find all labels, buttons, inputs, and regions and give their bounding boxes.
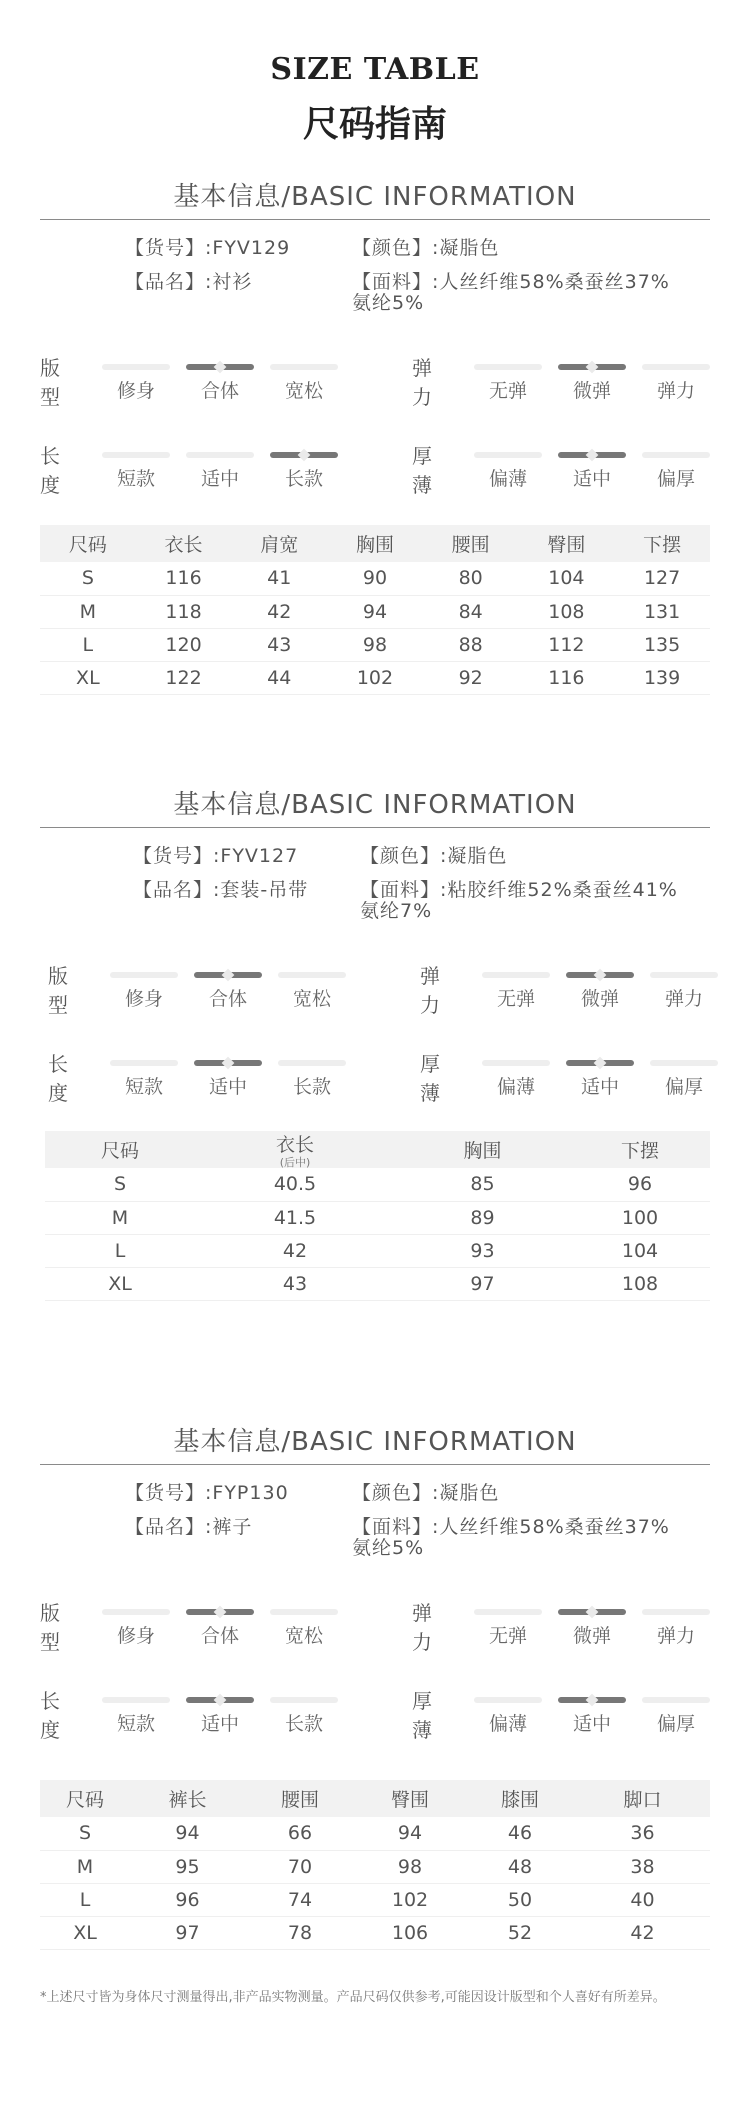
scale-option: 无弹 [488,380,527,402]
header-label: 胸围 [355,534,394,556]
page-title-zh: 尺码指南 [302,103,447,145]
scale-option: 偏薄 [488,1713,527,1735]
table-cell: 80 [423,562,519,595]
scale-track [186,452,254,458]
table-cell: 98 [355,1850,465,1883]
table-cell: 40.5 [195,1168,395,1201]
scale-option: 偏薄 [496,1076,535,1098]
scale-track [642,452,710,458]
table-cell: 116 [136,562,232,595]
scale-marker-selected [270,452,338,458]
scale-option: 偏厚 [656,468,695,490]
scale-label: 厚薄 [412,444,432,497]
scale-option: 合体 [200,380,239,402]
table-cell: 106 [355,1916,465,1949]
table-cell: 102 [355,1883,465,1916]
scale-track [102,364,170,370]
table-cell: 97 [130,1916,245,1949]
scale-option: 宽松 [284,1625,323,1647]
header-label: 脚口 [623,1789,662,1811]
table-cell: 92 [423,661,519,694]
table-cell: 42 [575,1916,710,1949]
scale-option: 短款 [116,1713,155,1735]
scale-option: 适中 [580,1076,619,1098]
section-header [40,1425,710,1465]
header-label: 尺码 [68,534,107,556]
table-cell: 46 [465,1817,575,1850]
table-header-cell [423,525,519,562]
scale-track [270,364,338,370]
scale-option: 宽松 [284,380,323,402]
header-label: 尺码 [65,1789,104,1811]
scale-track [474,1697,542,1703]
product-section-pants [0,1425,750,1985]
table-cell: 94 [355,1817,465,1850]
scale-track [482,1060,550,1066]
table-cell: 116 [519,661,615,694]
scale-label: 长度 [48,1052,68,1105]
table-cell: 100 [570,1201,710,1234]
table-header-cell [136,525,232,562]
scale-option: 偏厚 [664,1076,703,1098]
scale-label: 版型 [40,356,60,409]
scale-track [474,1609,542,1615]
scale-track [102,1609,170,1615]
scale-label: 版型 [48,964,68,1017]
table-header-cell [355,1780,465,1817]
page-title-en: SIZE TABLE [270,52,480,87]
scale-track [270,1697,338,1703]
table-header-row [45,1131,710,1168]
table-row [40,1916,710,1949]
scale-track [102,452,170,458]
table-cell: 104 [570,1234,710,1267]
item-number: 【货号】:FYP130 [125,1482,289,1504]
fabric-line-2: 氨纶7% [360,900,433,922]
table-row [40,1817,710,1850]
header-label: 臀围 [390,1789,429,1811]
scale-track [278,1060,346,1066]
table-cell: 38 [575,1850,710,1883]
header-label: 下摆 [643,534,682,556]
table-cell: 42 [195,1234,395,1267]
section-header [40,180,710,220]
table-cell: 118 [136,595,232,628]
table-header-cell [195,1131,395,1168]
table-row [45,1234,710,1267]
product-color: 【颜色】:凝脂色 [360,845,508,867]
table-header-row [40,525,710,562]
table-cell: 139 [614,661,710,694]
section-header-text: 基本信息/BASIC INFORMATION [173,182,577,212]
table-cell: L [40,1883,130,1916]
scale-option: 偏厚 [656,1713,695,1735]
scale-track [642,364,710,370]
header-label: 尺码 [100,1140,139,1162]
header-label: 腰围 [280,1789,319,1811]
section-header [40,788,710,828]
scale-marker-selected [558,364,626,370]
table-header-cell [519,525,615,562]
table-cell: 88 [423,628,519,661]
table-row [40,1850,710,1883]
size-table [45,1131,710,1301]
scale-option: 长款 [284,468,323,490]
scale-option: 修身 [124,988,163,1010]
table-header-cell [245,1780,355,1817]
scale-option: 无弹 [488,1625,527,1647]
table-row [40,661,710,694]
table-cell: 96 [130,1883,245,1916]
product-color: 【颜色】:凝脂色 [352,1482,500,1504]
size-table [40,525,710,695]
table-row [45,1267,710,1300]
section-header-text: 基本信息/BASIC INFORMATION [173,1427,577,1457]
table-row [40,562,710,595]
table-cell: 90 [327,562,423,595]
product-name: 【品名】:套装-吊带 [133,879,309,901]
fabric-line-1: 【面料】:人丝纤维58%桑蚕丝37% [352,271,670,293]
product-color: 【颜色】:凝脂色 [352,237,500,259]
scale-label: 长度 [40,1689,60,1742]
header-label: 膝围 [500,1789,539,1811]
scale-label: 厚薄 [420,1052,440,1105]
table-cell: 108 [570,1267,710,1300]
scale-option: 弹力 [656,380,695,402]
table-cell: XL [40,661,136,694]
fabric-line-1: 【面料】:人丝纤维58%桑蚕丝37% [352,1516,670,1538]
table-cell: 42 [231,595,327,628]
table-cell: XL [40,1916,130,1949]
table-cell: 44 [231,661,327,694]
table-cell: 122 [136,661,232,694]
scale-option: 合体 [208,988,247,1010]
table-cell: S [40,562,136,595]
header-label: 腰围 [451,534,490,556]
scale-marker-selected [566,972,634,978]
item-number: 【货号】:FYV127 [133,845,299,867]
footnote: *上述尺寸皆为身体尺寸测量得出,非产品实物测量。产品尺码仅供参考,可能因设计版型和个人喜好有所差异。 [40,1990,666,2005]
scale-marker-selected [194,1060,262,1066]
scale-marker-selected [566,1060,634,1066]
table-row [45,1201,710,1234]
fabric-line-2: 氨纶5% [352,292,425,314]
header-label: 下摆 [620,1140,659,1162]
table-cell: 66 [245,1817,355,1850]
scale-option: 合体 [200,1625,239,1647]
scale-marker-selected [558,1609,626,1615]
table-header-cell [395,1131,570,1168]
header-label: 衣长 [275,1133,314,1156]
table-row [40,1883,710,1916]
scale-label: 版型 [40,1601,60,1654]
scale-track [102,1697,170,1703]
scale-track [110,972,178,978]
scale-marker-selected [186,1609,254,1615]
scale-label: 长度 [40,444,60,497]
scale-option: 适中 [572,468,611,490]
scale-track [482,972,550,978]
scale-track [650,972,718,978]
table-cell: 120 [136,628,232,661]
scale-track [474,364,542,370]
scale-option: 微弹 [572,1625,611,1647]
table-cell: 104 [519,562,615,595]
table-header-cell [614,525,710,562]
scale-option: 偏薄 [488,468,527,490]
scale-marker-selected [558,452,626,458]
table-cell: 52 [465,1916,575,1949]
scale-track [642,1697,710,1703]
table-cell: 97 [395,1267,570,1300]
table-cell: 43 [195,1267,395,1300]
scale-option: 弹力 [656,1625,695,1647]
table-cell: S [45,1168,195,1201]
table-cell: 43 [231,628,327,661]
table-cell: L [40,628,136,661]
table-row [40,595,710,628]
table-row [40,628,710,661]
table-header-cell [327,525,423,562]
scale-option: 短款 [116,468,155,490]
scale-label: 弹力 [412,1601,432,1654]
product-section-set [0,788,750,1348]
table-cell: 96 [570,1168,710,1201]
table-cell: S [40,1817,130,1850]
table-cell: M [40,1850,130,1883]
table-cell: 135 [614,628,710,661]
table-cell: 50 [465,1883,575,1916]
fabric-line-1: 【面料】:粘胶纤维52%桑蚕丝41% [360,879,678,901]
table-cell: 84 [423,595,519,628]
table-cell: 94 [130,1817,245,1850]
header-label: 胸围 [463,1140,502,1162]
table-cell: 131 [614,595,710,628]
table-header-cell [575,1780,710,1817]
fabric-line-2: 氨纶5% [352,1537,425,1559]
product-name: 【品名】:裤子 [125,1516,253,1538]
scale-option: 微弹 [580,988,619,1010]
table-cell: 94 [327,595,423,628]
table-header-cell [40,1780,130,1817]
table-header-cell [465,1780,575,1817]
table-cell: 95 [130,1850,245,1883]
scale-track [474,452,542,458]
scale-marker-selected [186,1697,254,1703]
table-cell: 70 [245,1850,355,1883]
table-cell: 98 [327,628,423,661]
section-header-text: 基本信息/BASIC INFORMATION [173,790,577,820]
table-cell: L [45,1234,195,1267]
scale-label: 弹力 [412,356,432,409]
scale-track [110,1060,178,1066]
scale-option: 适中 [200,468,239,490]
scale-option: 长款 [292,1076,331,1098]
table-cell: 93 [395,1234,570,1267]
scale-option: 修身 [116,380,155,402]
table-header-row [40,1780,710,1817]
scale-label: 厚薄 [412,1689,432,1742]
scale-marker-selected [194,972,262,978]
table-cell: XL [45,1267,195,1300]
product-section-shirt [0,180,750,740]
table-cell: 89 [395,1201,570,1234]
scale-option: 微弹 [572,380,611,402]
table-header-cell [231,525,327,562]
header-sublabel: (后中) [279,1155,311,1169]
scale-option: 无弹 [496,988,535,1010]
scale-option: 弹力 [664,988,703,1010]
table-cell: 85 [395,1168,570,1201]
table-cell: 74 [245,1883,355,1916]
table-cell: 36 [575,1817,710,1850]
item-number: 【货号】:FYV129 [125,237,291,259]
scale-option: 短款 [124,1076,163,1098]
scale-option: 长款 [284,1713,323,1735]
size-table [40,1780,710,1950]
scale-option: 适中 [208,1076,247,1098]
table-cell: 112 [519,628,615,661]
table-cell: 78 [245,1916,355,1949]
table-header-cell [40,525,136,562]
product-name: 【品名】:衬衫 [125,271,253,293]
table-cell: 108 [519,595,615,628]
scale-track [650,1060,718,1066]
scale-marker-selected [186,364,254,370]
scale-option: 宽松 [292,988,331,1010]
scale-marker-selected [558,1697,626,1703]
table-cell: 40 [575,1883,710,1916]
scale-option: 适中 [572,1713,611,1735]
header-label: 裤长 [168,1789,207,1811]
header-label: 肩宽 [260,534,299,556]
table-cell: M [40,595,136,628]
scale-option: 修身 [116,1625,155,1647]
table-cell: 41.5 [195,1201,395,1234]
header-label: 衣长 [164,534,203,556]
scale-track [270,1609,338,1615]
scale-track [642,1609,710,1615]
table-cell: 127 [614,562,710,595]
scale-option: 适中 [200,1713,239,1735]
scale-track [278,972,346,978]
table-header-cell [45,1131,195,1168]
header-label: 臀围 [547,534,586,556]
scale-label: 弹力 [420,964,440,1017]
table-cell: M [45,1201,195,1234]
table-row [45,1168,710,1201]
table-header-cell [130,1780,245,1817]
table-header-cell [570,1131,710,1168]
table-cell: 48 [465,1850,575,1883]
table-cell: 41 [231,562,327,595]
table-cell: 102 [327,661,423,694]
